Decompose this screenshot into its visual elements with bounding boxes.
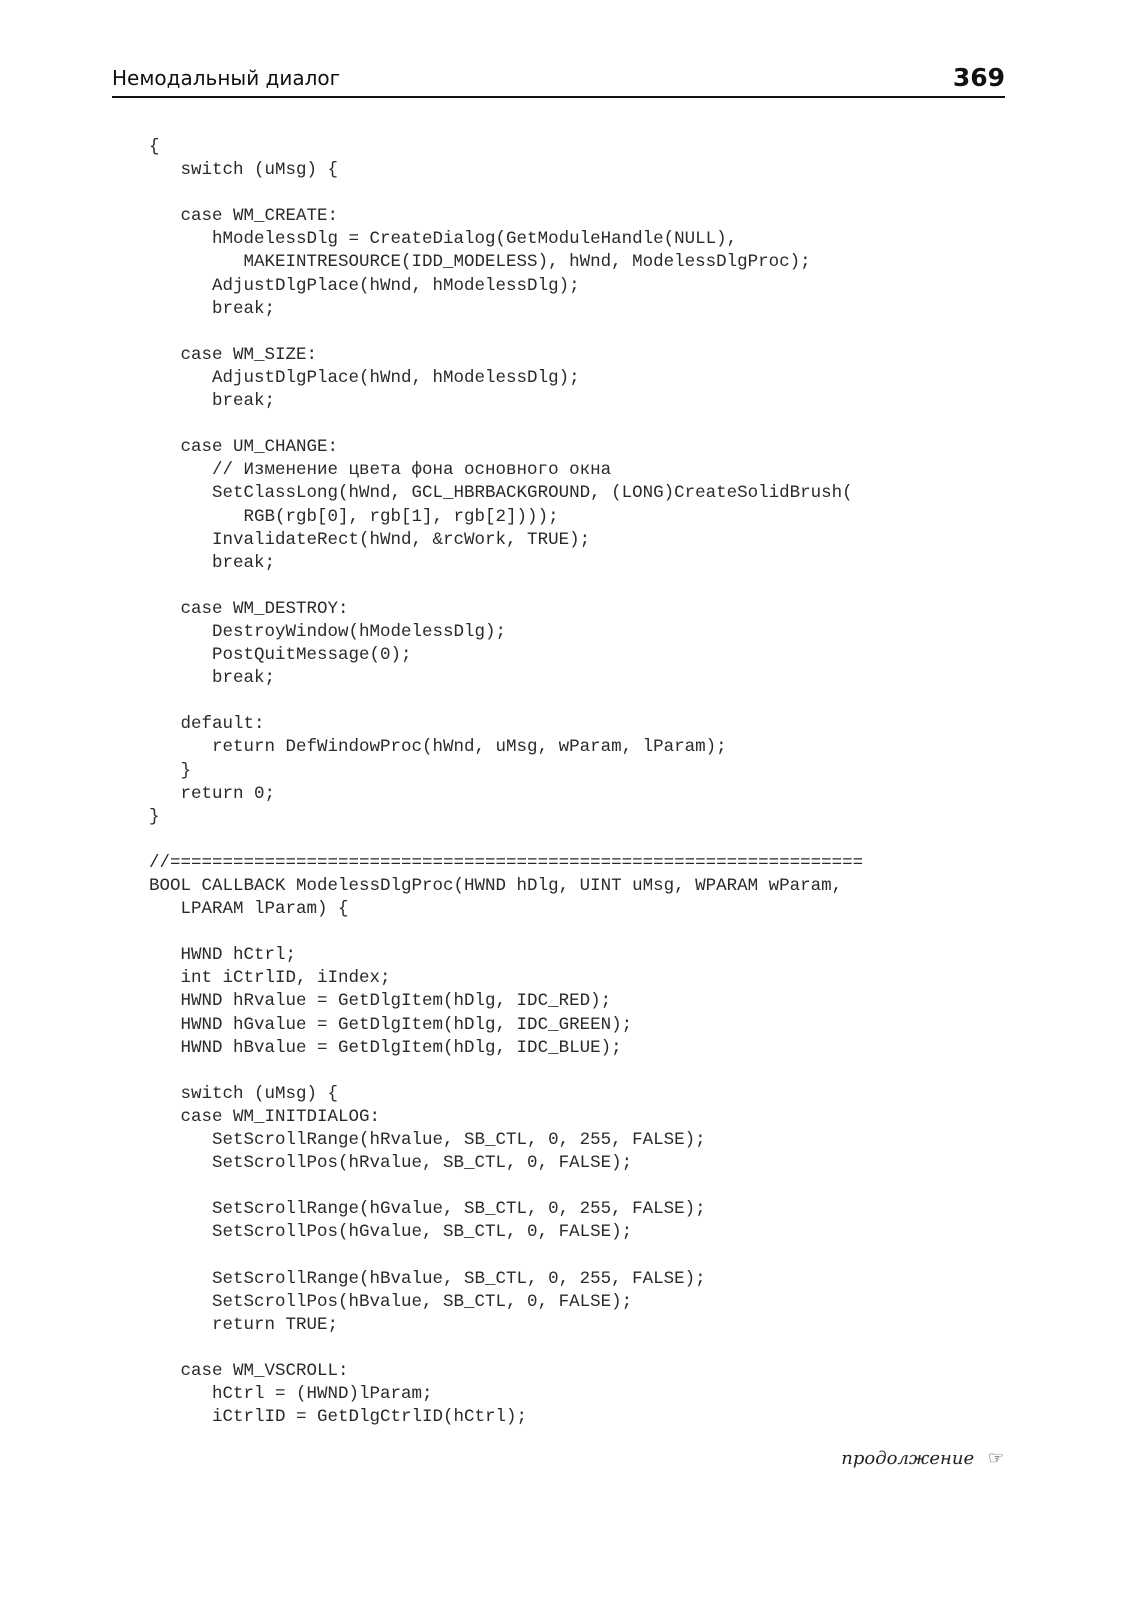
- code-line: return TRUE;: [149, 1314, 339, 1335]
- code-line: break;: [149, 298, 276, 319]
- code-line: HWND hBvalue = GetDlgItem(hDlg, IDC_BLUE);: [149, 1037, 622, 1058]
- code-line: hModelessDlg = CreateDialog(GetModuleHandle(NULL),: [149, 229, 738, 250]
- code-line: case WM_VSCROLL:: [149, 1360, 349, 1381]
- code-line: switch (uMsg) {: [149, 160, 339, 181]
- code-line: case WM_SIZE:: [149, 344, 318, 365]
- code-line: AdjustDlgPlace(hWnd, hModelessDlg);: [149, 275, 580, 296]
- code-line: case UM_CHANGE:: [149, 437, 339, 458]
- code-line: {: [149, 137, 160, 157]
- code-line: case WM_DESTROY:: [149, 598, 349, 619]
- code-line: DestroyWindow(hModelessDlg);: [149, 621, 507, 642]
- page-number: 369: [952, 63, 1005, 92]
- code-line: LPARAM lParam) {: [149, 899, 349, 920]
- code-line: SetScrollRange(hBvalue, SB_CTL, 0, 255, FALSE);: [149, 1268, 706, 1289]
- code-line: }: [149, 806, 160, 827]
- code-line: int iCtrlID, iIndex;: [149, 968, 391, 989]
- code-line: break;: [149, 552, 276, 573]
- code-line: MAKEINTRESOURCE(IDD_MODELESS), hWnd, ModelessDlgProc);: [149, 252, 811, 273]
- code-line: switch (uMsg) {: [149, 1083, 339, 1104]
- code-line: SetScrollPos(hRvalue, SB_CTL, 0, FALSE);: [149, 1153, 633, 1174]
- code-line: break;: [149, 391, 276, 412]
- code-line: }: [149, 760, 192, 781]
- code-line: hCtrl = (HWND)lParam;: [149, 1384, 433, 1405]
- code-line: return DefWindowProc(hWnd, uMsg, wParam, lParam);: [149, 737, 727, 758]
- continuation-note: [841, 1448, 1004, 1469]
- code-line: HWND hRvalue = GetDlgItem(hDlg, IDC_RED);: [149, 991, 612, 1012]
- code-line: // Изменение цвета фона основного окна: [149, 460, 612, 481]
- continuation-label: продолжение: [841, 1448, 975, 1469]
- code-line: iCtrlID = GetDlgCtrlID(hCtrl);: [149, 1407, 528, 1428]
- code-listing: [149, 136, 863, 1429]
- code-line: SetScrollRange(hGvalue, SB_CTL, 0, 255, FALSE);: [149, 1199, 706, 1220]
- pointing-hand-icon: ☞: [987, 1448, 1004, 1469]
- code-line: BOOL CALLBACK ModelessDlgProc(HWND hDlg, UINT uMsg, WPARAM wParam,: [149, 876, 843, 896]
- code-line: HWND hCtrl;: [149, 945, 297, 966]
- code-line: SetScrollPos(hGvalue, SB_CTL, 0, FALSE);: [149, 1222, 633, 1243]
- page-title: Немодальный диалог: [112, 66, 341, 90]
- code-line: break;: [149, 668, 276, 689]
- code-line: case WM_INITDIALOG:: [149, 1106, 381, 1127]
- code-line: return 0;: [149, 783, 276, 804]
- code-line: InvalidateRect(hWnd, &rcWork, TRUE);: [149, 529, 591, 550]
- code-line: SetScrollPos(hBvalue, SB_CTL, 0, FALSE);: [149, 1291, 633, 1312]
- code-line: case WM_CREATE:: [149, 206, 339, 227]
- code-line: PostQuitMessage(0);: [149, 645, 412, 666]
- code-line: RGB(rgb[0], rgb[1], rgb[2])));: [149, 506, 559, 527]
- code-line: HWND hGvalue = GetDlgItem(hDlg, IDC_GREEN);: [149, 1014, 633, 1035]
- code-line: SetScrollRange(hRvalue, SB_CTL, 0, 255, FALSE);: [149, 1130, 706, 1151]
- page-header: [112, 60, 1005, 98]
- code-line: //==================================================================: [149, 852, 864, 873]
- code-line: default:: [149, 714, 265, 735]
- code-line: SetClassLong(hWnd, GCL_HBRBACKGROUND, (LONG)CreateSolidBrush(: [149, 483, 853, 504]
- code-line: AdjustDlgPlace(hWnd, hModelessDlg);: [149, 367, 580, 388]
